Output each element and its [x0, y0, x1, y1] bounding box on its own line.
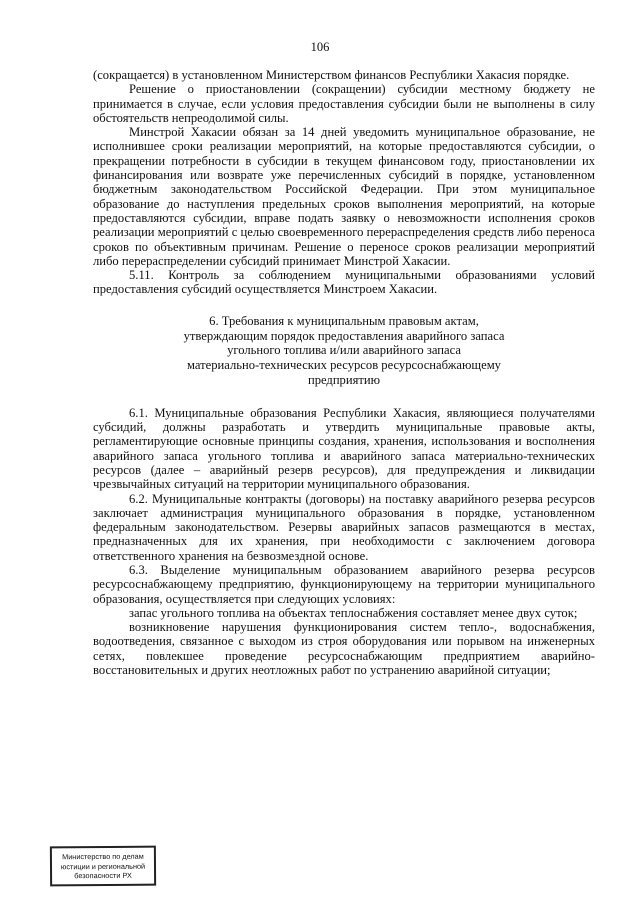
ministry-stamp — [50, 846, 156, 887]
paragraph-5-11: 5.11. Контроль за соблюдением муниципальными образованиями условий предоставления субсидий осуществляется Минстроем Хакасии. — [93, 268, 595, 297]
paragraph-continued: (сокращается) в установленном Министерством финансов Республики Хакасия порядке. — [93, 68, 570, 82]
paragraph-6-2: 6.2. Муниципальные контракты (договоры) на поставку аварийного резерва ресурсов заключает администрация муниципального образования в порядке, установленном федеральным законодательством. Резервы аварийных запасов размещаются в местах, предназначенных для их хранения, при необходимости с заключением договора ответственного хранения на безвозмездной основе. — [93, 491, 595, 563]
stamp-line: юстиции и региональной — [60, 861, 146, 871]
paragraph-condition-fuel: запас угольного топлива на объектах теплоснабжения составляет менее двух суток; — [129, 605, 578, 620]
paragraph-6-1: 6.1. Муниципальные образования Республики Хакасия, являющиеся получателями субсидий, должны разработать и утвердить муниципальные правовые акты, регламентирующие основные принципы создания, хранения, использования и восполнения аварийного запаса угольного топлива и аварийного запаса материально-технических ресурсов (далее – аварийный резерв ресурсов), для предупреждения и ликвидации чрезвычайных ситуаций на территории муниципального образования. — [93, 405, 595, 492]
stamp-line: безопасности РХ — [74, 870, 132, 881]
heading-line: предприятию — [307, 372, 381, 387]
paragraph-condition-failure: возникновение нарушения функционирования систем тепло-, водоснабжения, водоотведения, связанное с выходом из строя оборудования или порывом на инженерных сетях, повлекшее проведение ресурсоснабжающим предприятием аварийно-восстановительных и других неотложных работ по устранению аварийной ситуации; — [93, 620, 595, 678]
heading-line: материально-технических ресурсов ресурсоснабжающему — [187, 358, 501, 373]
heading-line: 6. Требования к муниципальным правовым актам, — [209, 313, 479, 328]
document-body — [93, 68, 595, 677]
section-6-heading — [93, 314, 595, 388]
paragraph-suspension-decision: Решение о приостановлении (сокращении) субсидии местному бюджету не принимается в случае, если условия предоставления субсидии были не выполнены в силу обстоятельств непреодолимой силы. — [93, 82, 595, 125]
heading-line: утверждающим порядок предоставления аварийного запаса — [183, 328, 505, 343]
stamp-line: Министерство по делам — [62, 851, 144, 862]
paragraph-minstroy-notice: Минстрой Хакасии обязан за 14 дней уведомить муниципальное образование, не исполнившее сроки реализации мероприятий, на которые предоставляются субсидии, о прекращении потребности в субсидии в текущем финансовом году, приостановлении их финансирования или возврате уже перечисленных субсидий в порядке, установленном бюджетным законодательством Российской Федерации. При этом муниципальное образование до наступления предельных сроков выполнения мероприятий, на которые предоставляются субсидии, вправе подать заявку о невозможности исполнения сроков реализации мероприятий с целью своевременного перераспределения средств либо переноса сроков по объективным причинам. Решение о переносе сроков реализации мероприятий либо перераспределении субсидий принимает Минстрой Хакасии. — [93, 125, 595, 268]
paragraph-6-3: 6.3. Выделение муниципальным образованием аварийного резерва ресурсов ресурсоснабжающему предприятию, функционирующему на территории муниципального образования, осуществляется при следующих условиях: — [93, 563, 595, 606]
heading-line: угольного топлива и/или аварийного запаса — [227, 343, 461, 358]
page-number: 106 — [310, 40, 330, 54]
